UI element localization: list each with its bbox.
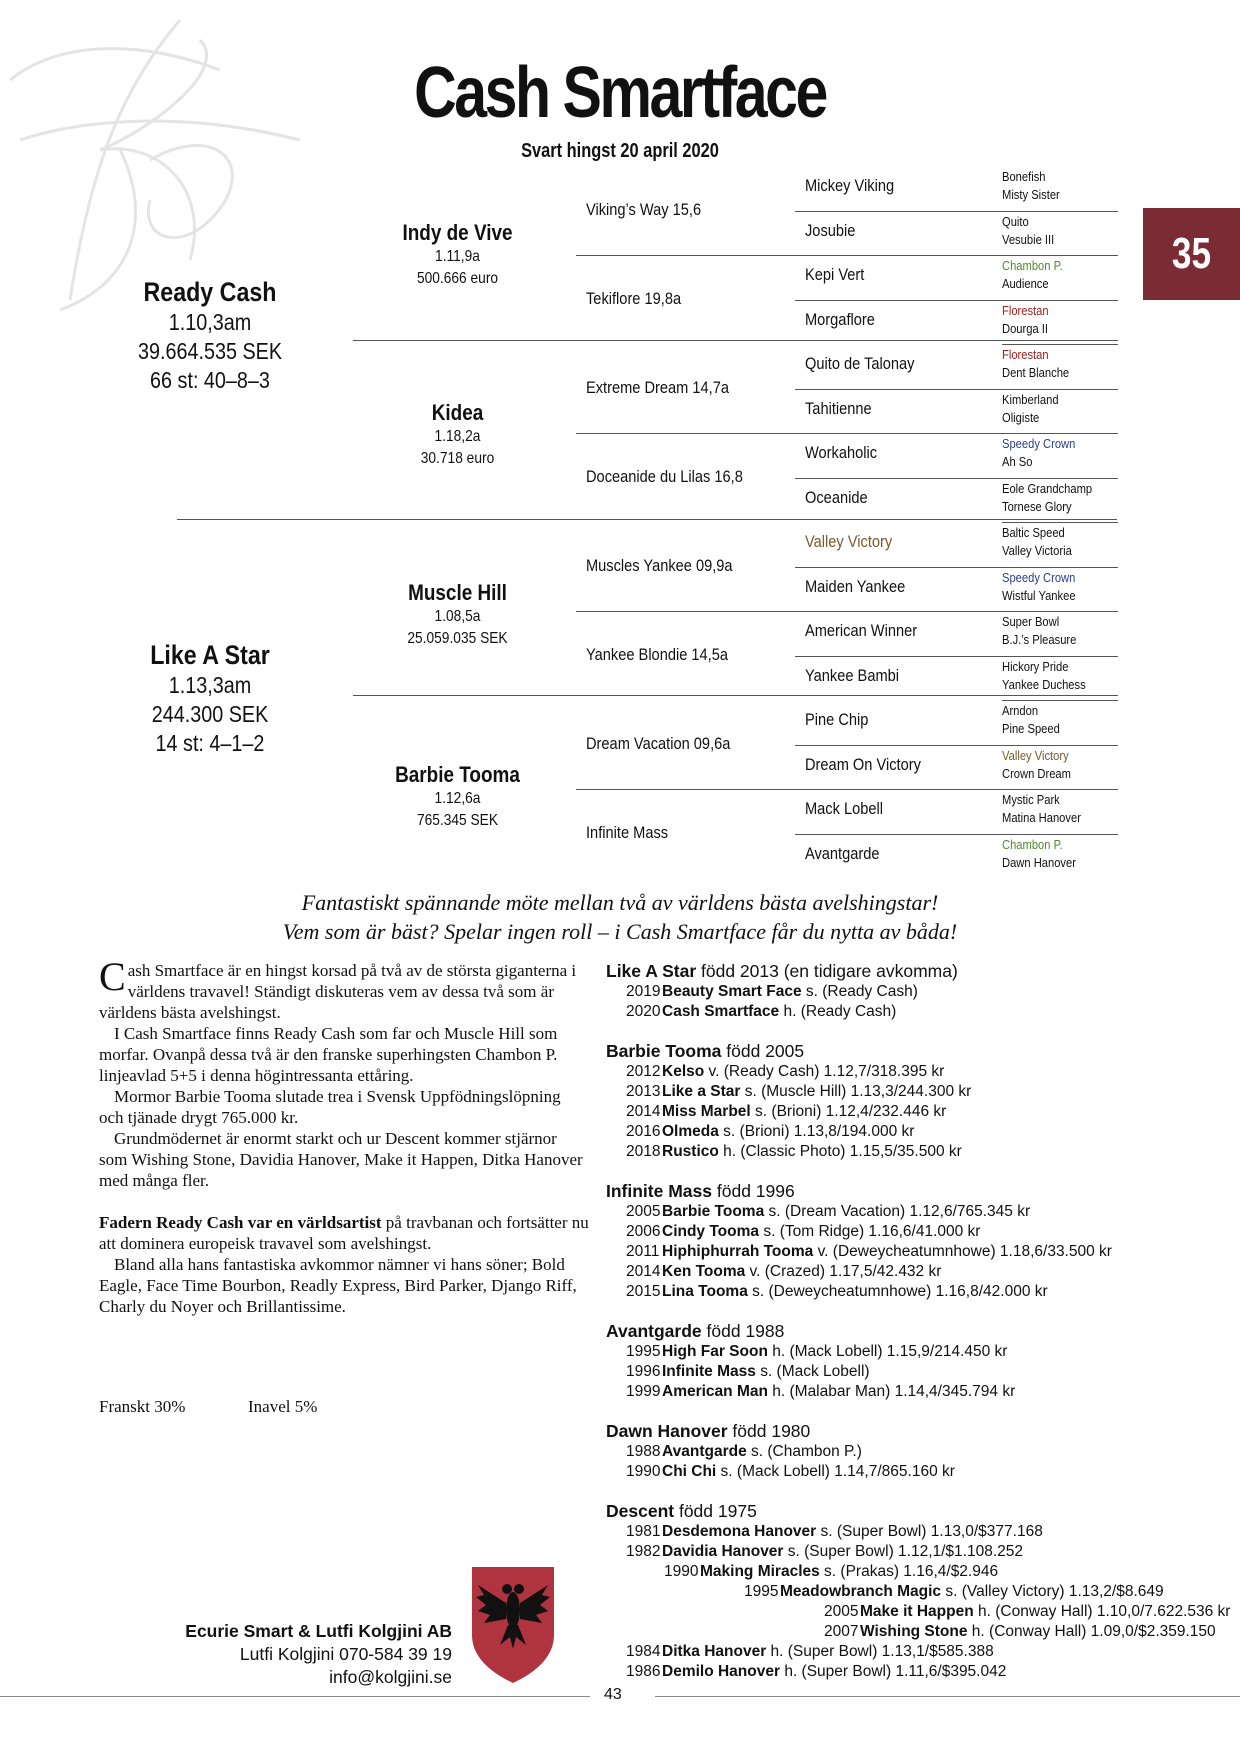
great-grandparent-name: Doceanide du Lilas 16,8 (586, 466, 743, 486)
gen5-dam-name: Vesubie III (1002, 231, 1055, 247)
offspring-details: h. (Super Bowl) 1.11,6/$395.042 (780, 1663, 1007, 1680)
dam-info: född 1996 (712, 1181, 795, 1201)
gen4-name: Dream On Victory (805, 754, 921, 774)
offspring-row (606, 1442, 1206, 1462)
offspring-name: Make it Happen (860, 1603, 974, 1620)
gen5-pair (1002, 257, 1131, 293)
gen4-name: Valley Victory (805, 532, 893, 551)
dam-family-group (606, 1500, 1231, 1682)
tagline-line: Vem som är bäst? Spelar ingen roll – i Cash Smartface får du nytta av båda! (282, 919, 958, 944)
gen5-pair (1002, 213, 1131, 249)
grandparent-name: Indy de Vive (402, 220, 513, 245)
grandparent-earnings: 500.666 euro (416, 270, 499, 287)
gen5-pair (1002, 569, 1131, 605)
offspring-row (606, 1082, 1206, 1102)
offspring-name: High Far Soon (662, 1343, 768, 1360)
birth-year: 1995 (626, 1343, 661, 1360)
gen4-name: Quito de Talonay (805, 354, 915, 373)
offspring-row (606, 1222, 1206, 1242)
birth-year: 1986 (626, 1663, 661, 1680)
offspring-row (606, 1102, 1206, 1122)
dam-earnings: 244.300 SEK (151, 701, 269, 727)
footer-rule (0, 1696, 590, 1697)
offspring-name: Meadowbranch Magic (780, 1583, 942, 1600)
birth-year: 2014 (626, 1263, 661, 1280)
birth-year: 1990 (664, 1563, 699, 1580)
grandparent-earnings: 25.059.035 SEK (407, 630, 508, 647)
phone-number: Lutfi Kolgjini 070-584 39 19 (239, 1644, 452, 1664)
offspring-details: h. (Malabar Man) 1.14,4/345.794 kr (767, 1383, 1016, 1400)
dam-family-group (606, 1320, 1206, 1402)
gen5-pair (1002, 702, 1131, 738)
offspring-row (606, 1202, 1206, 1222)
drop-cap: C (99, 954, 126, 999)
birth-year: 2005 (824, 1603, 859, 1620)
offspring-name: Olmeda (662, 1123, 719, 1140)
birth-year: 2005 (626, 1203, 661, 1220)
offspring-details: s. (Valley Victory) 1.13,2/$8.649 (941, 1583, 1164, 1600)
gen5-pair (1002, 391, 1131, 427)
offspring-name: Chi Chi (662, 1463, 717, 1480)
gen5-sire-name: Florestan (1002, 347, 1049, 362)
offspring-details: s. (Ready Cash) (801, 983, 918, 1000)
catalog-number-tab: 35 (1143, 208, 1240, 300)
gen4-name: Pine Chip (805, 710, 869, 729)
gen4-name: Mack Lobell (805, 799, 884, 818)
pedigree-divider (177, 519, 1117, 520)
gen5-sire-name: Mystic Park (1002, 792, 1060, 807)
gen5-dam-name: Misty Sister (1002, 187, 1060, 202)
offspring-details: s. (Tom Ridge) 1.16,6/41.000 kr (759, 1223, 981, 1240)
grandparent-cell (375, 400, 540, 470)
pedigree-divider (1002, 567, 1118, 568)
gen5-sire-name: Eole Grandchamp (1002, 480, 1093, 496)
birth-year: 2020 (626, 1003, 661, 1020)
dam-info: född 2005 (721, 1041, 805, 1061)
family-heading (606, 1040, 1206, 1062)
paragraph: Mormor Barbie Tooma slutade trea i Svensk Uppfödningslöpning och tjänade drygt 765.000 kr. (99, 1087, 561, 1127)
dam-info: född 1975 (674, 1501, 757, 1521)
gen4-name: Morgaflore (805, 309, 875, 329)
sire-cell (100, 277, 320, 395)
birth-year: 1996 (626, 1363, 661, 1380)
dam-info: född 1980 (727, 1421, 811, 1441)
great-grandparent-name: Extreme Dream 14,7a (586, 377, 730, 397)
offspring-details: s. (Brioni) 1.12,4/232.446 kr (750, 1103, 947, 1120)
paragraph: Cash Smartface är en hingst korsad på två av de största giganterna i världens travavel! Ständigt diskuteras vem av dessa två som är världens bästa avelshingst. (99, 954, 577, 1022)
offspring-row (606, 982, 1206, 1002)
gen5-dam-name: Matina Hanover (1002, 810, 1081, 825)
grandparent-cell (375, 580, 540, 650)
offspring-row (606, 1662, 1206, 1682)
gen5-sire-name: Arndon (1002, 703, 1039, 718)
birth-year: 2019 (626, 983, 661, 1000)
gen5-dam-name: Valley Victoria (1002, 543, 1072, 558)
gen5-dam-name: Dawn Hanover (1002, 854, 1076, 870)
offspring-row (606, 1342, 1206, 1362)
pedigree-divider (1002, 700, 1118, 701)
grandparent-name: Barbie Tooma (395, 762, 520, 787)
gen5-dam-name: Tornese Glory (1002, 498, 1072, 514)
dam-name: Dawn Hanover (606, 1421, 728, 1441)
grandparent-record: 1.11,9a (435, 248, 480, 265)
gen5-pair (1002, 836, 1131, 872)
offspring-details: s. (Super Bowl) 1.12,1/$1.108.252 (783, 1543, 1024, 1560)
gen4-name: American Winner (805, 621, 918, 640)
offspring-details: v. (Ready Cash) 1.12,7/318.395 kr (704, 1063, 945, 1080)
pedigree-divider (353, 695, 1118, 696)
pedigree-divider (1002, 745, 1118, 746)
offspring-row (606, 1062, 1206, 1082)
birth-year: 1984 (626, 1643, 661, 1660)
dam-family-group (606, 1040, 1206, 1162)
gen5-sire-name: Valley Victory (1002, 747, 1069, 763)
offspring-name: Lina Tooma (662, 1283, 748, 1300)
grandparent-name: Kidea (431, 400, 484, 425)
dam-name: Barbie Tooma (606, 1041, 722, 1061)
family-heading (606, 1500, 1206, 1522)
offspring-row (606, 1002, 1206, 1022)
gen5-pair (1002, 435, 1131, 471)
offspring-name: Ditka Hanover (662, 1643, 767, 1660)
gen4-name: Avantgarde (805, 843, 880, 863)
gen5-pair (1002, 480, 1131, 516)
dam-family-group (606, 1420, 1206, 1482)
offspring-details: s. (Muscle Hill) 1.13,3/244.300 kr (740, 1083, 972, 1100)
birth-year: 2012 (626, 1063, 661, 1080)
dam-name: Infinite Mass (606, 1181, 712, 1201)
gen4-name: Josubie (805, 220, 856, 240)
offspring-row (606, 1562, 1206, 1582)
birth-year: 1982 (626, 1543, 661, 1560)
grandparent-cell (375, 220, 540, 290)
offspring-name: Beauty Smart Face (662, 983, 802, 1000)
offspring-row (606, 1622, 1216, 1642)
great-grandparent-name: Dream Vacation 09,6a (586, 733, 731, 753)
offspring-list (606, 960, 1231, 1700)
pedigree-divider (1002, 211, 1118, 212)
birth-year: 1990 (626, 1463, 661, 1480)
pedigree-divider (1002, 522, 1118, 523)
offspring-row (606, 1382, 1206, 1402)
gen5-dam-name: B.J.’s Pleasure (1002, 632, 1077, 647)
pedigree-divider (1002, 389, 1118, 390)
great-grandparent-name: Viking’s Way 15,6 (586, 199, 702, 219)
gen5-dam-name: Pine Speed (1002, 721, 1060, 736)
offspring-name: Like a Star (662, 1083, 741, 1100)
gen4-name: Tahitienne (805, 398, 872, 418)
offspring-name: Miss Marbel (662, 1103, 751, 1120)
offspring-row (606, 1582, 1206, 1602)
dam-record: 1.13,3am (168, 672, 252, 698)
gen4-name: Kepi Vert (805, 265, 865, 284)
great-grandparent-name: Yankee Blondie 14,5a (586, 644, 728, 664)
family-heading (606, 1180, 1206, 1202)
gen5-sire-name: Hickory Pride (1002, 658, 1069, 674)
email-address: info@kolgjini.se (329, 1667, 452, 1687)
pedigree-divider (1002, 255, 1118, 256)
tagline (0, 888, 1240, 946)
gen5-dam-name: Wistful Yankee (1002, 587, 1076, 603)
pedigree-divider (1002, 789, 1118, 790)
gen5-dam-name: Ah So (1002, 454, 1033, 469)
dam-family-group (606, 1180, 1206, 1302)
gen5-dam-name: Crown Dream (1002, 765, 1071, 781)
offspring-details: s. (Brioni) 1.13,8/194.000 kr (718, 1123, 915, 1140)
gen5-dam-name: Dent Blanche (1002, 365, 1070, 380)
tagline-line: Fantastiskt spännande möte mellan två av världens bästa avelshingstar! (301, 890, 939, 915)
description-text (99, 954, 589, 1317)
birth-year: 2015 (626, 1283, 661, 1300)
offspring-details: h. (Conway Hall) 1.09,0/$2.359.150 (967, 1623, 1216, 1640)
gen5-dam-name: Yankee Duchess (1002, 676, 1086, 692)
page-title: Cash Smartface (414, 53, 826, 133)
gen5-pair (1002, 658, 1131, 694)
offspring-name: Cash Smartface (662, 1003, 780, 1020)
offspring-details: h. (Conway Hall) 1.10,0/7.622.536 kr (973, 1603, 1231, 1620)
gen5-dam-name: Oligiste (1002, 409, 1040, 425)
gen5-sire-name: Chambon P. (1002, 258, 1063, 273)
offspring-row (606, 1542, 1206, 1562)
offspring-details: h. (Mack Lobell) 1.15,9/214.450 kr (767, 1343, 1008, 1360)
gen5-pair (1002, 302, 1131, 338)
gen5-sire-name: Bonefish (1002, 169, 1046, 184)
offspring-details: s. (Deweycheatumnhowe) 1.16,8/42.000 kr (747, 1283, 1048, 1300)
offspring-name: Wishing Stone (860, 1623, 968, 1640)
dam-cell (100, 640, 320, 758)
sire-name: Ready Cash (143, 277, 277, 307)
gen5-sire-name: Quito (1002, 213, 1029, 229)
offspring-name: Davidia Hanover (662, 1543, 784, 1560)
gen4-name: Mickey Viking (805, 176, 895, 195)
gen4-name: Yankee Bambi (805, 665, 900, 685)
french-percentage: Franskt 30% (99, 1397, 186, 1416)
dam-family-group (606, 960, 1206, 1022)
gen5-sire-name: Super Bowl (1002, 614, 1060, 629)
gen5-sire-name: Chambon P. (1002, 836, 1063, 852)
family-heading (606, 1320, 1206, 1342)
great-grandparent-name: Infinite Mass (586, 822, 669, 842)
paragraph: I Cash Smartface finns Ready Cash som far och Muscle Hill som morfar. Ovanpå dessa två är den franske superhingsten Chambon P. linjeavlad 5+5 i denna högintressanta ettåring. (99, 1024, 558, 1085)
grandparent-earnings: 30.718 euro (420, 450, 495, 467)
offspring-details: s. (Super Bowl) 1.13,0/$377.168 (816, 1523, 1043, 1540)
dam-name: Descent (606, 1501, 675, 1521)
pedigree-divider (1002, 611, 1118, 612)
birth-year: 2014 (626, 1103, 661, 1120)
birth-year: 2011 (626, 1243, 660, 1260)
family-heading (606, 960, 1206, 982)
pedigree-divider (1002, 344, 1118, 345)
offspring-row (606, 1362, 1206, 1382)
great-grandparent-name: Muscles Yankee 09,9a (586, 555, 733, 575)
offspring-details: v. (Crazed) 1.17,5/42.432 kr (745, 1263, 942, 1280)
gen5-sire-name: Florestan (1002, 302, 1049, 318)
offspring-row (606, 1602, 1231, 1622)
offspring-details: s. (Prakas) 1.16,4/$2.946 (819, 1563, 999, 1580)
offspring-row (606, 1262, 1206, 1282)
offspring-details: h. (Super Bowl) 1.13,1/$585.388 (766, 1643, 994, 1660)
pedigree-divider (1002, 433, 1118, 434)
footer-rule (655, 1696, 1240, 1697)
gen5-sire-name: Speedy Crown (1002, 569, 1076, 585)
offspring-name: Rustico (662, 1143, 719, 1160)
offspring-details: s. (Chambon P.) (746, 1443, 862, 1460)
birth-year: 2018 (626, 1143, 661, 1160)
birth-year: 1981 (626, 1523, 661, 1540)
dam-name: Avantgarde (606, 1321, 702, 1341)
dam-info: född 1988 (701, 1321, 785, 1341)
pedigree-divider (1002, 834, 1118, 835)
birth-year: 1995 (744, 1583, 779, 1600)
paragraph: Grundmödernet är enormt starkt och ur Descent kommer stjärnor som Wishing Stone, Davidia Hanover, Make it Happen, Ditka Hanover med många fler. (99, 1129, 583, 1190)
pedigree-divider (1002, 478, 1118, 479)
birth-year: 2006 (626, 1223, 661, 1240)
grandparent-record: 1.18,2a (434, 428, 481, 445)
birth-year: 1988 (626, 1443, 661, 1460)
company-name: Ecurie Smart & Lutfi Kolgjini AB (185, 1621, 452, 1641)
gen4-name: Oceanide (805, 487, 868, 507)
gen5-pair (1002, 524, 1131, 560)
offspring-name: Demilo Hanover (662, 1663, 781, 1680)
gen5-pair (1002, 613, 1131, 649)
gen4-name: Maiden Yankee (805, 576, 906, 596)
footer-contact (0, 1620, 452, 1689)
dam-name: Like A Star (606, 961, 697, 981)
inbreeding-percentage: Inavel 5% (248, 1397, 318, 1416)
grandparent-cell (375, 762, 540, 832)
gen5-pair (1002, 747, 1131, 783)
gen4-name: Workaholic (805, 443, 878, 462)
offspring-details: s. (Dream Vacation) 1.12,6/765.345 kr (764, 1203, 1031, 1220)
birth-year: 2013 (626, 1083, 661, 1100)
offspring-row (606, 1642, 1206, 1662)
offspring-name: Barbie Tooma (662, 1203, 765, 1220)
dam-info: född 2013 (en tidigare avkomma) (696, 961, 958, 981)
pedigree-divider (1002, 300, 1118, 301)
family-heading (606, 1420, 1206, 1442)
offspring-name: Kelso (662, 1063, 705, 1080)
offspring-row (606, 1142, 1206, 1162)
grandparent-name: Muscle Hill (408, 580, 507, 605)
offspring-details: h. (Classic Photo) 1.15,5/35.500 kr (718, 1143, 962, 1160)
offspring-row (606, 1282, 1206, 1302)
offspring-name: Infinite Mass (662, 1363, 756, 1380)
gen5-pair (1002, 346, 1131, 382)
gen5-sire-name: Speedy Crown (1002, 436, 1076, 451)
offspring-row (606, 1242, 1206, 1262)
offspring-name: American Man (662, 1383, 768, 1400)
sire-earnings: 39.664.535 SEK (137, 338, 283, 364)
offspring-details: s. (Mack Lobell) 1.14,7/865.160 kr (716, 1463, 955, 1480)
offspring-name: Cindy Tooma (662, 1223, 760, 1240)
offspring-details: s. (Mack Lobell) (755, 1363, 870, 1380)
sire-starts: 66 st: 40–8–3 (150, 367, 270, 393)
pedigree-divider (353, 340, 1118, 341)
offspring-row (606, 1122, 1206, 1142)
offspring-name: Hiphiphurrah Tooma (662, 1243, 814, 1260)
offspring-name: Avantgarde (662, 1443, 747, 1460)
gen5-pair (1002, 168, 1131, 204)
great-grandparent-name: Tekiflore 19,8a (586, 288, 682, 308)
paragraph: Fadern Ready Cash var en världsartist på travbanan och fortsätter nu att dominera europeisk travavel som avelshingst. (99, 1213, 589, 1253)
albanian-eagle-shield-icon (470, 1565, 556, 1685)
grandparent-record: 1.12,6a (434, 790, 481, 807)
grandparent-earnings: 765.345 SEK (416, 812, 499, 829)
offspring-row (606, 1522, 1206, 1542)
offspring-name: Ken Tooma (662, 1263, 746, 1280)
dam-starts: 14 st: 4–1–2 (155, 730, 265, 756)
gen5-dam-name: Dourga II (1002, 320, 1048, 336)
sire-record: 1.10,3am (168, 309, 252, 335)
page-number: 43 (604, 1686, 622, 1703)
horse-subtitle: Svart hingst 20 april 2020 (521, 140, 719, 162)
dam-name: Like A Star (150, 640, 270, 670)
offspring-row (606, 1462, 1206, 1482)
paragraph: Bland alla hans fantastiska avkommor nämner vi hans söner; Bold Eagle, Face Time Bourbon, Readly Express, Bird Parker, Django Riff, Charly du Noyer och Brillantissime. (99, 1255, 577, 1316)
birth-year: 1999 (626, 1383, 661, 1400)
gen5-dam-name: Audience (1002, 276, 1049, 291)
birth-year: 2016 (626, 1123, 661, 1140)
birth-year: 2007 (824, 1623, 859, 1640)
offspring-name: Desdemona Hanover (662, 1523, 817, 1540)
grandparent-record: 1.08,5a (434, 608, 481, 625)
pedigree-divider (1002, 656, 1118, 657)
gen5-sire-name: Baltic Speed (1002, 525, 1065, 540)
gen5-pair (1002, 791, 1131, 827)
gen5-sire-name: Kimberland (1002, 391, 1059, 407)
offspring-name: Making Miracles (700, 1563, 820, 1580)
offspring-details: v. (Deweycheatumnhowe) 1.18,6/33.500 kr (813, 1243, 1112, 1260)
offspring-details: h. (Ready Cash) (779, 1003, 897, 1020)
